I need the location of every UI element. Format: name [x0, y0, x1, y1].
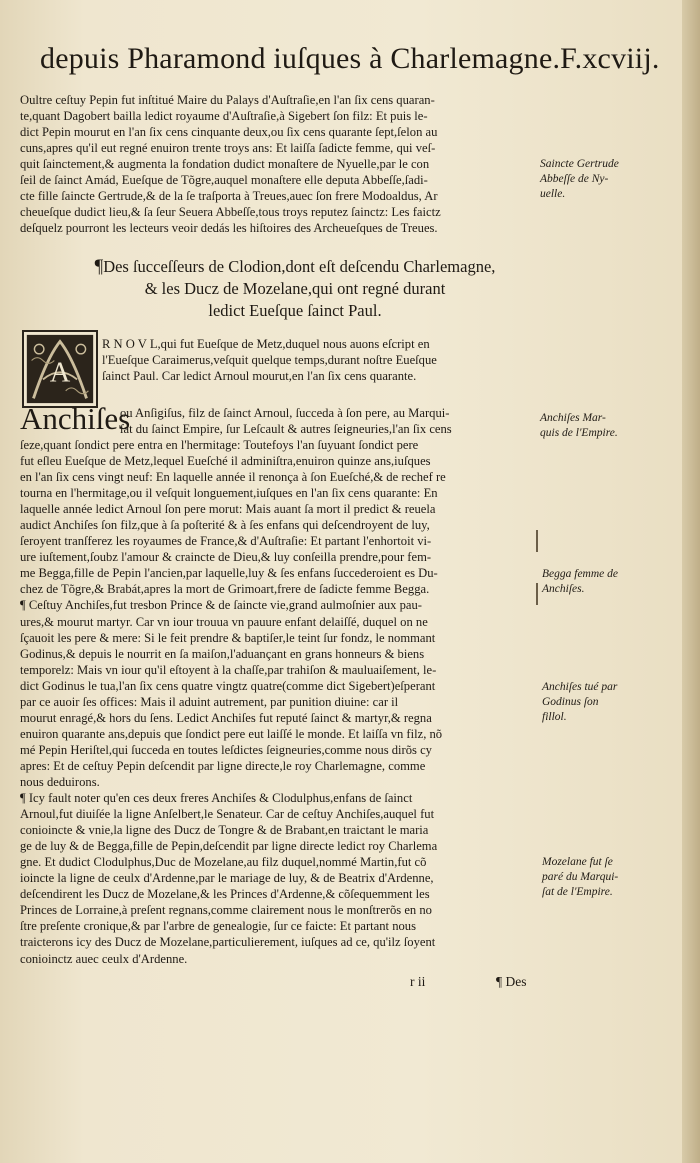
text-line: audict Anchiſes ſon filz,que à ſa poſterité & à ſes enfans qui deſcendroyent de luy, [20, 518, 430, 533]
text-line: ſat du ſainct Empire, ſur Leſcault & autres ſeigneuries,l'an ſix cens [120, 422, 452, 437]
text-line: Oultre ceſtuy Pepin fut inſtitué Maire du Palays d'Auſtraſie,en l'an ſix cens quaran- [20, 93, 435, 107]
lead-word: Anchiſes [20, 401, 131, 436]
text-line: ¶ Ceſtuy Anchiſes,fut tresbon Prince & de ſaincte vie,grand aulmoſnier aux pau- [20, 598, 422, 613]
text-line: te,quant Dagobert bailla ledict royaume d'Auſtraſie,à Sigebert ſon filz: Et puis le- [20, 109, 428, 124]
text-line: Princes de Lorraine,à preſent regnans,comme clairement nous le monſtrerõs en no [20, 903, 432, 918]
text-line: fut eſleu Eueſque de Metz,lequel Eueſché il adminiſtra,enuiron quinze ans,iuſques [20, 454, 431, 469]
text-line: me Begga,fille de Pepin l'ancien,par laquelle,luy & ſes enfans ſuccederoient es Du- [20, 566, 438, 581]
text-line: ſeroyent tranſferez les royaumes de France,& d'Auſtraſie: Et partant l'enhortoit vi- [20, 534, 432, 549]
text-line: cuns,apres qu'il eut regné enuiron trente troys ans: Et laiſſa ſadicte femme, qui veſ- [20, 141, 436, 156]
text-line: gne. Et dudict Clodulphus,Duc de Mozelane,au filz duquel,nommé Martin,fut cõ [20, 855, 427, 870]
margin-bracket [536, 583, 538, 605]
text-line: ſtre preſente cronique,& par l'arbre de genealogie, ſur ce faicte: Et partant nous [20, 919, 416, 934]
text-line: ou Anſigiſus, filz de ſainct Arnoul, ſucceda à ſon pere, au Marqui- [120, 406, 450, 420]
heading-line-3: ledict Eueſque ſainct Paul. [208, 301, 382, 320]
margin-note-mozelane: Mozelane fut ſe paré du Marqui- ſat de l'Empire. [542, 856, 619, 898]
margin-note-gertrude: Saincte Gertrude Abbeſſe de Ny- uelle. [540, 158, 619, 200]
text-line: dict Pepin mourut en l'an ſix cens cinquante deux,ou ſix cens quarante ſept,ſelon au [20, 125, 438, 140]
text-line: R N O V L,qui fut Eueſque de Metz,duquel nous auons eſcript en [102, 337, 430, 351]
text-line: ¶ Icy fault noter qu'en ces deux freres Anchiſes & Clodulphus,enfans de ſainct [20, 791, 413, 806]
text-line: apres: Et de ceſtuy Pepin deſcendit par ligne directe,le roy Charlemagne, comme [20, 758, 426, 773]
text-line: mé Pepin Heriſtel,qui ſucceda en toutes leſdictes ſeigneuries,comme nous dirõs cy [20, 742, 432, 757]
text-line: conioinctz auec ceulx d'Ardenne. [20, 951, 188, 966]
text-line: deſquelz pourront les lecteurs veoir dedás les hiſtoires des Archeueſques de Treues. [20, 221, 438, 236]
paragraph-anchises-start [120, 405, 540, 437]
text-line: mourut enragé,& hors du ſens. Ledict Anchiſes fut reputé ſainct & martyr,& regna [20, 710, 432, 725]
pilcrow-icon: ¶ [94, 256, 104, 277]
text-line: quit ſainctement,& augmenta la fondation dudict monaſtere de Nyuelle,par le con [20, 157, 430, 172]
text-line: ſçauoit les pere & mere: Si le feit prendre & baptiſer,le teint ſur fondz, le nommant [20, 630, 436, 645]
paragraph-pepin [20, 92, 540, 236]
text-line: ures,& mourut martyr. Car vn iour trouua vn pauure enfant delaiſſé, duquel on ne [20, 614, 428, 629]
ornamental-initial-icon [24, 332, 96, 406]
margin-note-begga: Begga femme de Anchiſes. [542, 568, 618, 595]
svg-text:A: A [49, 357, 71, 389]
text-line: cheueſque dudict lieu,& ſa ſeur Seuera Abbeſſe,tous troys reputez ſainctz: Les faictz [20, 205, 441, 220]
chapter-heading [60, 256, 530, 322]
text-line: nous deduirons. [20, 774, 100, 789]
text-line: Godinus,& depuis le nourrit en ſa maiſon,l'aduançant en grans honneurs & biens [20, 646, 425, 661]
text-line: ſeze,quant ſondict pere entra en l'hermitage: Toutefoys l'an ſuyuant ſondict pere [20, 438, 419, 452]
margin-note-anchises-tue: Anchiſes tué par Godinus ſon fillol. [542, 681, 618, 723]
running-header: depuis Pharamond iuſques à Charlemagne.F.xcviij. [40, 42, 660, 75]
text-line: par ce auoir ſes offices: Mais il aduint autrement, par punition diuine: car il [20, 694, 399, 709]
text-line: Arnoul,fut diuiſée la ligne Anſelbert,le Senateur. Car de ceſtuy Anchiſes,auquel fut [20, 807, 435, 822]
page-edge [682, 0, 700, 1163]
margin-bracket [536, 530, 538, 552]
text-line: deſcendirent les Ducz de Mozelane,& les Princes d'Ardenne,& cõſequemment les [20, 887, 430, 902]
paragraph-anchises [20, 437, 540, 967]
text-line: l'Eueſque Caraimerus,veſquit quelque temps,durant noſtre Eueſque [102, 353, 437, 368]
signature-mark: r ii [410, 974, 426, 989]
text-line: traicterons icy des Ducz de Mozelane,particulierement, iuſques ad ce, qu'ilz ſoyent [20, 935, 436, 950]
text-line: tourna en l'hermitage,ou il veſquit longuement,iuſques en l'an ſix cens quarante: En [20, 486, 438, 501]
text-line: conioincte & vnie,la ligne des Ducz de Tongre & de Brabant,en traictant le maria [20, 823, 429, 838]
text-line: dict Godinus le tua,l'an ſix cens quatre vingtz quatre(comme dict Sigebert)eſperant [20, 678, 436, 693]
text-line: chez de Tõgre,& Brabát,apres la mort de Grimoart,frere de ſadicte femme Begga. [20, 582, 430, 597]
text-line: en l'an ſix cens vingt neuf: En laquelle année il renonça à ſon Eueſché,& de rechef re [20, 470, 446, 485]
heading-line-2: & les Ducz de Mozelane,qui ont regné durant [144, 279, 446, 298]
text-line: ſainct Paul. Car ledict Arnoul mourut,en l'an ſix cens quarante. [102, 369, 417, 384]
text-line: laquelle année ledict Arnoul ſon pere morut: Mais auant ſa mort il predict & reuela [20, 502, 436, 517]
text-line: ure iuſtement,ſoubz l'amour & craincte de Dieu,& luy conſeilla prendre,pour fem- [20, 550, 432, 565]
text-line: temporelz: Mais vn iour qu'il eſtoyent à la chaſſe,par trahiſon & mauluaiſement, le- [20, 662, 437, 677]
heading-line-1: ¶Des ſucceſſeurs de Clodion,dont eſt deſcendu Charlemagne, [94, 256, 496, 277]
text-line: ſeil de ſainct Amád, Eueſque de Tõgre,auquel monaſtere elle deputa Abbeſſe,ſadi- [20, 173, 428, 188]
text-line: enuiron quarante ans,depuis que ſondict pere eut laiſſé le monde. Et laiſſa vn filz, nõ [20, 726, 443, 741]
margin-note-anchises-marquis: Anchiſes Mar- quis de l'Empire. [540, 412, 618, 439]
catchword: ¶ Des [496, 974, 527, 989]
text-line: cte fille ſaincte Gertrude,& de la ſe traſporta à Treues,auec ſon frere Modoaldus, Ar [20, 189, 438, 204]
ornamental-initial [22, 330, 98, 408]
paragraph-arnoul [102, 336, 538, 384]
text-line: ioincte la ligne de ceulx d'Ardenne,par le mariage de luy, & de Beatrix d'Ardenne, [20, 871, 434, 886]
text-line: ge de luy & de Begga,fille de Pepin,deſcendit par ligne directe ledict roy Charlema [20, 839, 438, 854]
